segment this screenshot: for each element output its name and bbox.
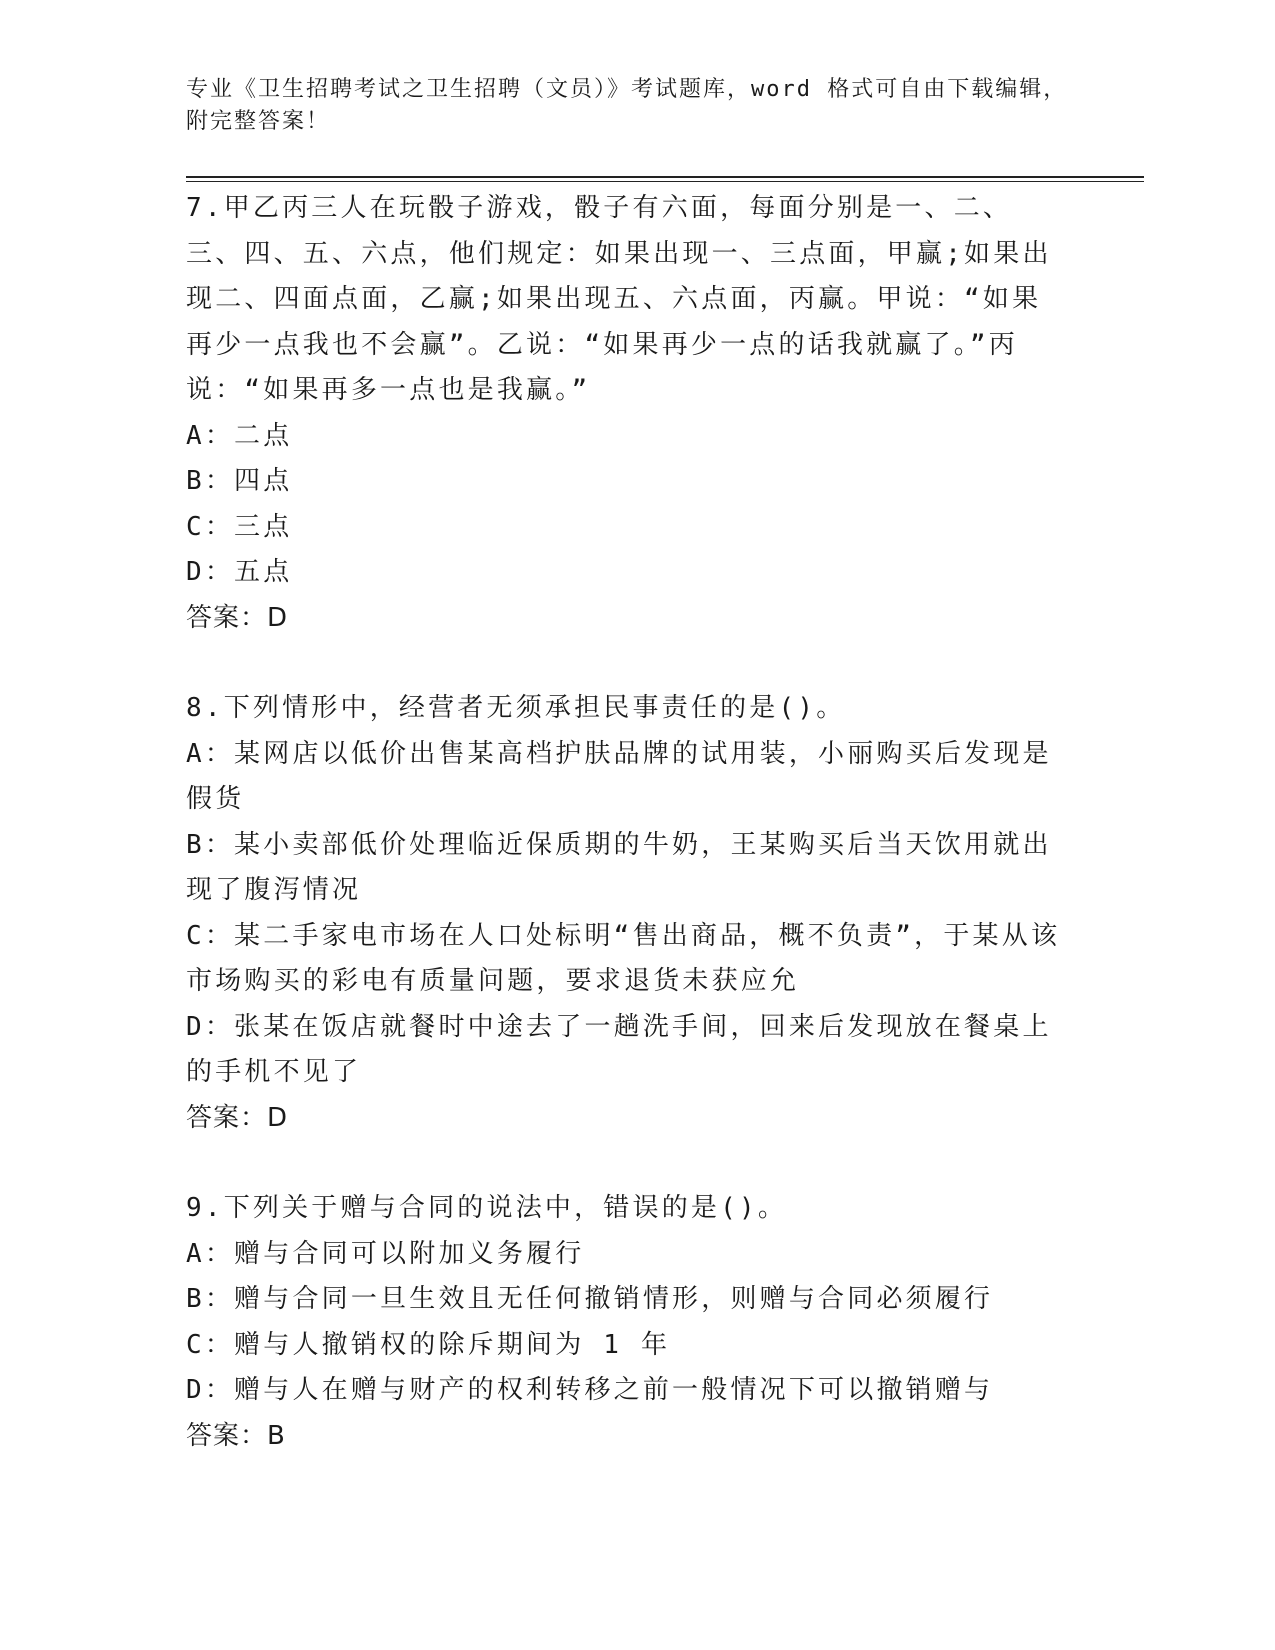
header-divider-thin	[186, 181, 1144, 182]
option-b: B：某小卖部低价处理临近保质期的牛奶，王某购买后当天饮用就出现了腹泻情况	[186, 829, 1052, 905]
option-a: A：二点	[186, 420, 293, 451]
option-c: C：某二手家电市场在人口处标明“售出商品，概不负责”，于某从该市场购买的彩电有质量问题，要求退货未获应允	[186, 920, 1061, 996]
option-c: C：赠与人撤销权的除斥期间为 1 年	[186, 1329, 671, 1360]
document-header: 专业《卫生招聘考试之卫生招聘（文员）》考试题库，word 格式可自由下载编辑，附完整答案！	[186, 77, 1068, 134]
question-9	[186, 1186, 1066, 1459]
option-d: D：赠与人在赠与财产的权利转移之前一般情况下可以撤销赠与	[186, 1375, 994, 1405]
option-a: A：赠与合同可以附加义务履行	[186, 1238, 585, 1269]
answer-label: 答案：B	[186, 1420, 286, 1451]
option-a: A：某网店以低价出售某高档护肤品牌的试用装，小丽购买后发现是假货	[186, 738, 1052, 814]
question-list	[186, 186, 1066, 1459]
question-stem: 7.甲乙丙三人在玩骰子游戏，骰子有六面，每面分别是一、二、三、四、五、六点，他们规定：如果出现一、三点面，甲赢;如果出现二、四面点面，乙赢;如果出现五、六点面，丙赢。甲说：“如果再少一点我也不会赢”。乙说：“如果再少一点的话我就赢了。”丙说：“如果再多一点也是我赢。”	[186, 193, 1052, 405]
question-stem: 9.下列关于赠与合同的说法中，错误的是()。	[186, 1193, 788, 1223]
answer-label: 答案：D	[186, 602, 289, 633]
option-b: B：赠与合同一旦生效且无任何撤销情形，则赠与合同必须履行	[186, 1284, 994, 1314]
question-8	[186, 686, 1066, 1141]
header-divider-thick	[186, 176, 1144, 178]
question-gap	[186, 641, 1066, 686]
option-d: D：五点	[186, 557, 293, 587]
option-d: D：张某在饭店就餐时中途去了一趟洗手间，回来后发现放在餐桌上的手机不见了	[186, 1011, 1052, 1087]
option-c: C：三点	[186, 511, 293, 542]
answer-label: 答案：D	[186, 1102, 289, 1133]
option-b: B：四点	[186, 466, 293, 496]
question-stem: 8.下列情形中，经营者无须承担民事责任的是()。	[186, 693, 846, 723]
question-7	[186, 186, 1066, 641]
question-gap	[186, 1141, 1066, 1186]
